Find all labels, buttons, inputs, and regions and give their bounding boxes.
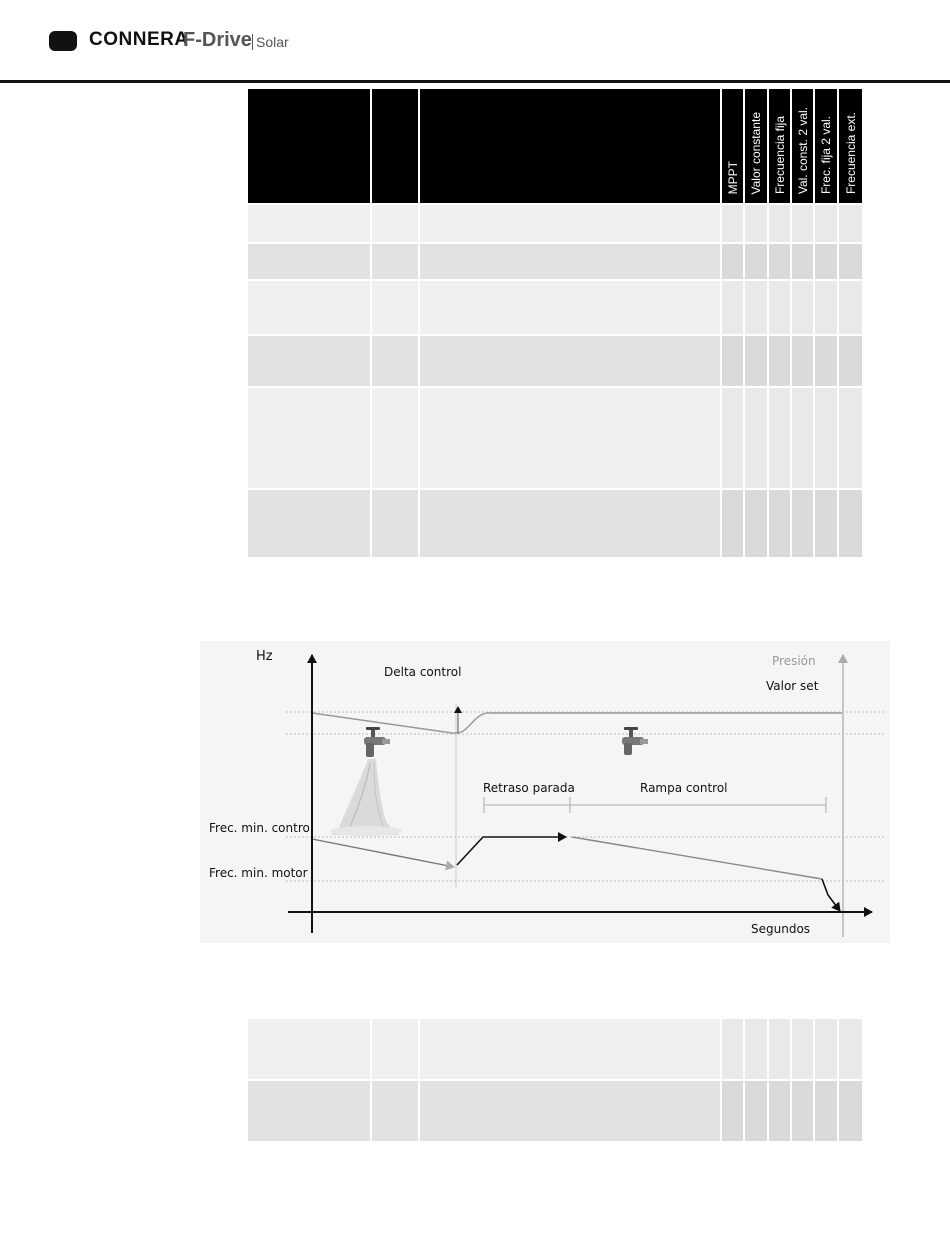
valor-set-label: Valor set <box>766 679 819 693</box>
header-cell-description <box>420 89 722 205</box>
header-cell-mode <box>815 89 839 205</box>
product-separator <box>252 34 253 50</box>
secondary-axis-label: Presión <box>772 654 816 668</box>
table-row <box>248 336 864 388</box>
header-cell-mode <box>722 89 745 205</box>
frec-min-motor-label: Frec. min. motor <box>209 866 308 880</box>
table-row <box>248 1019 864 1081</box>
table-row <box>248 244 864 281</box>
product-name: F-Drive <box>183 29 252 51</box>
header-cell-mode <box>745 89 769 205</box>
mode-label: MPPT <box>725 160 740 194</box>
brand-logo: CONNERA <box>89 29 189 50</box>
frequency-control-diagram <box>200 641 890 943</box>
rampa-control-label: Rampa control <box>640 781 728 795</box>
table-row <box>248 388 864 490</box>
header-cell-mode <box>769 89 792 205</box>
mode-label: Frecuencia ext. <box>843 111 858 194</box>
table-row <box>248 205 864 244</box>
page-number-tab <box>49 31 77 51</box>
header-cell-parameter <box>248 89 372 205</box>
product-subtitle: Solar <box>256 34 289 50</box>
table-row <box>248 1081 864 1143</box>
frec-min-control-label: Frec. min. control <box>209 821 314 835</box>
page-header <box>0 0 950 84</box>
header-cell-mode <box>792 89 815 205</box>
table-row <box>248 490 864 559</box>
header-cell-mode <box>839 89 864 205</box>
retraso-parada-label: Retraso parada <box>483 781 575 795</box>
header-cell-number <box>372 89 420 205</box>
parameter-table-continued <box>248 1019 864 1143</box>
mode-label: Frecuencia fija <box>772 115 787 194</box>
mode-label: Frec. fija 2 val. <box>819 115 833 194</box>
mode-label: Val. const. 2 val. <box>795 106 810 194</box>
mode-label: Valor constante <box>749 111 763 194</box>
y-axis-label: Hz <box>256 649 273 664</box>
parameter-table <box>248 89 864 559</box>
delta-control-label: Delta control <box>384 665 462 679</box>
table-row <box>248 281 864 336</box>
header-rule <box>0 80 950 83</box>
x-axis-label: Segundos <box>751 922 811 936</box>
table-header-row <box>248 89 864 205</box>
